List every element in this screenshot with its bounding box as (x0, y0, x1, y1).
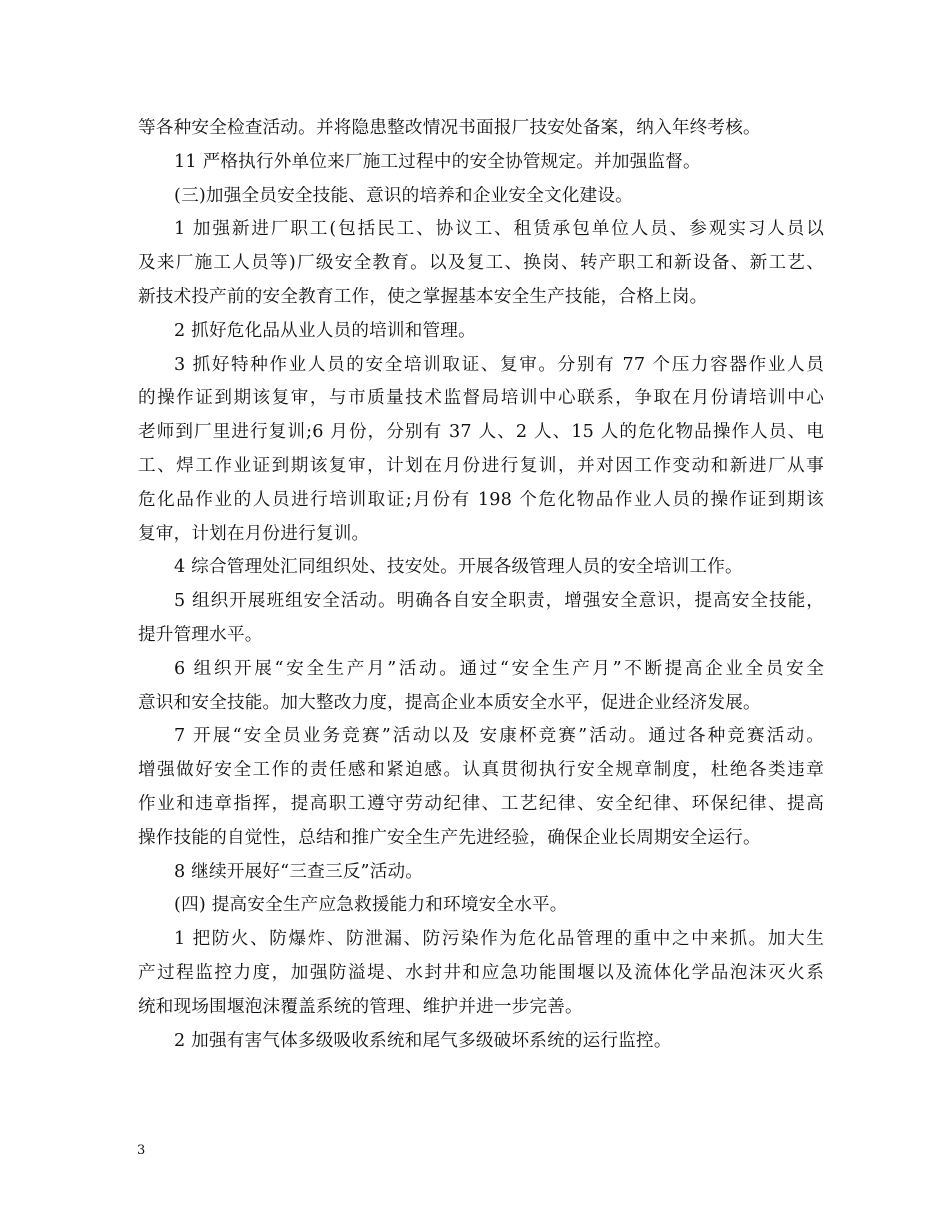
text-line: 危化品作业的人员进行培训取证;月份有 198 个危化物品作业人员的操作证到期该 (138, 489, 824, 510)
text-line: 增强做好安全工作的责任感和紧迫感。认真贯彻执行安全规章制度，杜绝各类违章 (138, 760, 824, 781)
text-line: 11 严格执行外单位来厂施工过程中的安全协管规定。并加强监督。 (174, 151, 701, 172)
text-line: 统和现场围堰泡沫覆盖系统的管理、维护并进一步完善。 (138, 996, 583, 1017)
text-line: 老师到厂里进行复训;6 月份，分别有 37 人、2 人、15 人的危化物品操作人员、电 (138, 422, 824, 443)
text-line: 2 加强有害气体多级吸收系统和尾气多级破坏系统的运行监控。 (174, 1030, 672, 1051)
text-line: 操作技能的自觉性，总结和推广安全生产先进经验，确保企业长周期安全运行。 (138, 827, 761, 848)
text-line: (三)加强全员安全技能、意识的培养和企业安全文化建设。 (174, 185, 633, 206)
text-line: 3 抓好特种作业人员的安全培训取证、复审。分别有 77 个压力容器作业人员 (174, 354, 824, 375)
text-line: 复审，计划在月份进行复训。 (138, 523, 370, 544)
text-line: 1 把防火、防爆炸、防泄漏、防污染作为危化品管理的重中之中来抓。加大生 (174, 929, 824, 950)
text-line: 的操作证到期该复审，与市质量技术监督局培训中心联系，争取在月份请培训中心 (138, 388, 824, 409)
text-line: 5 组织开展班组安全活动。明确各自安全职责，增强安全意识，提高安全技能， (174, 591, 824, 612)
text-line: 新技术投产前的安全教育工作，使之掌握基本安全生产技能，合格上岗。 (138, 286, 708, 307)
body-text (138, 112, 824, 1058)
text-line: (四) 提高安全生产应急救援能力和环境安全水平。 (174, 895, 568, 916)
text-line: 1 加强新进厂职工(包括民工、协议工、租赁承包单位人员、参观实习人员以 (174, 219, 824, 240)
text-line: 等各种安全检查活动。并将隐患整改情况书面报厂技安处备案，纳入年终考核。 (138, 118, 761, 138)
text-line: 8 继续开展好“三查三反”活动。 (174, 861, 424, 882)
text-line: 6 组织开展“安全生产月”活动。通过“安全生产月”不断提高企业全员安全 (174, 658, 824, 679)
text-line: 作业和违章指挥，提高职工遵守劳动纪律、工艺纪律、安全纪律、环保纪律、提高 (138, 793, 824, 814)
page-number: 3 (137, 1143, 146, 1158)
text-line: 工、焊工作业证到期该复审，计划在月份进行复训，并对因工作变动和新进厂从事 (138, 455, 824, 476)
text-line: 产过程监控力度，加强防溢堤、水封井和应急功能围堰以及流体化学品泡沫灭火系 (138, 962, 824, 983)
text-line: 及来厂施工人员等)厂级安全教育。以及复工、换岗、转产职工和新设备、新工艺、 (138, 253, 824, 274)
text-line: 提升管理水平。 (138, 624, 263, 645)
text-line: 意识和安全技能。加大整改力度，提高企业本质安全水平，促进企业经济发展。 (138, 692, 761, 713)
text-line: 4 综合管理处汇同组织处、技安处。开展各级管理人员的安全培训工作。 (174, 557, 743, 578)
text-line: 7 开展“安全员业务竞赛”活动以及 安康杯竞赛”活动。通过各种竞赛活动。 (174, 726, 824, 747)
text-line: 2 抓好危化品从业人员的培训和管理。 (174, 320, 476, 341)
